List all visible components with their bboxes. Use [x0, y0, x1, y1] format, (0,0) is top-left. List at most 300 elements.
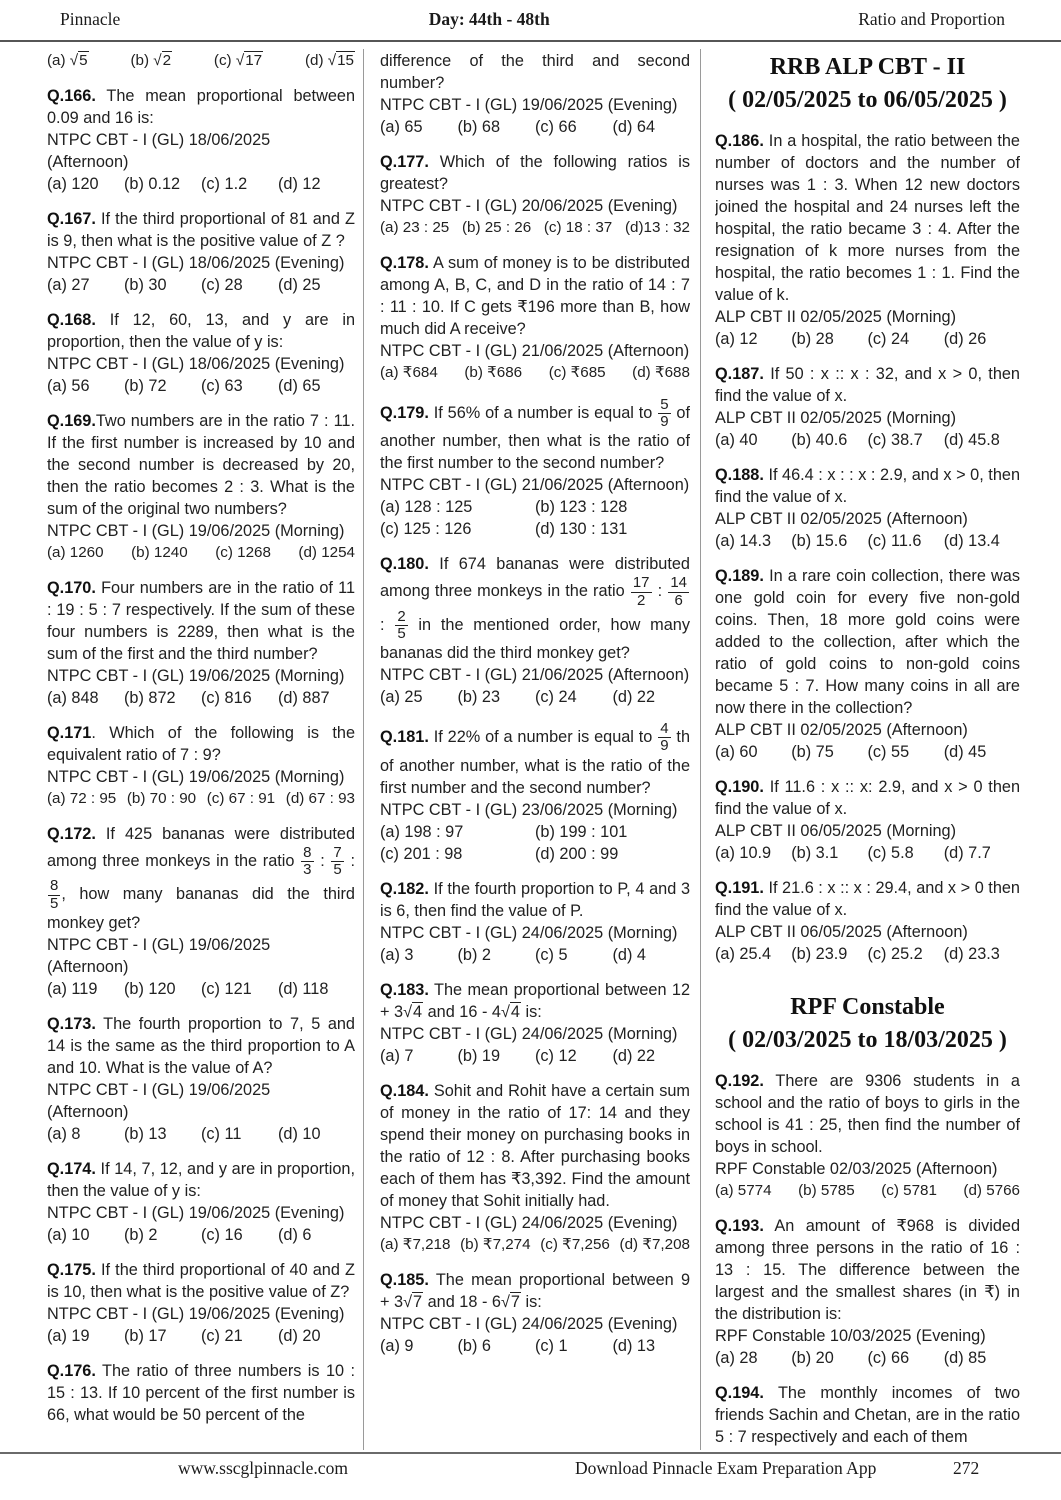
sqrt-expression: √4	[403, 1002, 423, 1021]
option: (a) 1260	[47, 544, 104, 561]
fraction: $\frac{17}{2}$	[632, 574, 650, 609]
question-block	[380, 878, 690, 966]
options-row	[47, 687, 355, 709]
question-number: Q.175.	[47, 1260, 96, 1279]
option: (a) 56	[47, 377, 90, 395]
question-text: Q.191. If 21.6 : x :: x : 29.4, and x > 0 then find the value of x.	[715, 879, 1020, 919]
question-source: NTPC CBT - I (GL) 21/06/2025 (Afternoon)	[380, 342, 690, 360]
option: (a) 10	[47, 1225, 90, 1244]
options-row	[380, 362, 690, 384]
question-block	[47, 823, 355, 1000]
option: (a) 198 : 97	[380, 822, 464, 841]
section-heading	[715, 51, 1020, 117]
option: (b) ₹686	[464, 364, 523, 381]
question-block	[380, 721, 690, 864]
footer-rule	[0, 1452, 1061, 1454]
option: (a) 7	[380, 1046, 414, 1065]
question-block	[380, 1080, 690, 1256]
question-text: Q.169.Two numbers are in the ratio 7 : 11. If the first number is increased by 10 and the second number is decreased by 20, then the ratio becomes 2 : 3. What is the sum of the original two numbers?	[47, 412, 355, 518]
option: (c) 24	[867, 330, 910, 348]
option: (d) 25	[278, 276, 321, 294]
option: (a) 12	[715, 330, 758, 348]
question-text: Q.181. If 22% of a number is equal to $\frac{4}{9}$ th of another number, what is the ratio of the first number and the second number?	[380, 720, 690, 797]
options-row	[47, 274, 355, 296]
question-block	[715, 130, 1020, 350]
option: (c) 1268	[215, 544, 271, 561]
question-text: Q.179. If 56% of a number is equal to $\frac{5}{9}$ of another number, then what is the ratio of the first number to the second number?	[380, 396, 690, 473]
question-text: Q.176. The ratio of three numbers is 10 : 15 : 13. If 10 percent of the first number is 66, what would be 50 percent of the	[47, 1361, 355, 1424]
option: (b) 70 : 90	[126, 790, 197, 807]
option: (c) √17	[213, 52, 263, 69]
question-source: NTPC CBT - I (GL) 19/06/2025 (Evening)	[47, 1203, 345, 1222]
fraction: $\frac{5}{9}$	[660, 396, 669, 431]
option: (c) 11.6	[867, 532, 922, 550]
question-text: Q.168. If 12, 60, 13, and y are in proportion, then the value of y is:	[47, 311, 355, 351]
option: (c) 25.2	[867, 945, 923, 963]
option: (a) 28	[715, 1349, 758, 1367]
page-header	[0, 9, 1061, 30]
options-row	[715, 1347, 1020, 1369]
option: (c) 18 : 37	[543, 219, 613, 236]
options-row	[47, 788, 355, 810]
question-number: Q.190.	[715, 778, 764, 796]
question-source: ALP CBT II 02/05/2025 (Afternoon)	[715, 721, 968, 739]
question-block	[47, 85, 355, 195]
question-block	[715, 776, 1020, 864]
question-block	[715, 464, 1020, 552]
option: (d) 26	[943, 330, 987, 348]
option: (a) 3	[380, 945, 414, 964]
question-source: NTPC CBT - I (GL) 21/06/2025 (Afternoon)	[380, 666, 690, 685]
option: (b) 68	[457, 118, 501, 136]
question-block	[380, 979, 690, 1067]
fraction: $\frac{7}{5}$	[333, 844, 342, 879]
question-number: Q.194.	[715, 1384, 764, 1402]
question-source: RPF Constable 10/03/2025 (Evening)	[715, 1327, 986, 1345]
option: (a) 8	[47, 1124, 81, 1143]
question-number: Q.178.	[380, 254, 429, 272]
option: (c) 201 : 98	[380, 844, 463, 863]
question-source: NTPC CBT - I (GL) 24/06/2025 (Evening)	[380, 1213, 678, 1232]
option: (a) 40	[715, 431, 758, 449]
option: (b) 15.6	[791, 532, 848, 550]
question-number: Q.193.	[715, 1217, 764, 1235]
option: (d) 20	[278, 1326, 321, 1345]
question-number: Q.171	[47, 724, 92, 742]
option: (c) 125 : 126	[380, 520, 472, 539]
option: (c) 121	[201, 979, 252, 998]
question-number: Q.191.	[715, 879, 764, 897]
option: (d) 45.8	[943, 431, 1000, 449]
option: (c) 16	[201, 1225, 243, 1244]
option: (a) ₹7,218	[380, 1235, 451, 1253]
question-block	[47, 1360, 355, 1426]
question-text: Q.167. If the third proportional of 81 and Z is 9, then what is the positive value of Z ?	[47, 210, 355, 250]
options-row	[380, 1335, 690, 1357]
question-block	[715, 1382, 1020, 1448]
column-1	[47, 49, 355, 1450]
option: (d) 4	[612, 945, 646, 964]
question-source: ALP CBT II 02/05/2025 (Morning)	[715, 409, 957, 427]
option: (b) 1240	[131, 544, 188, 561]
question-text: Q.187. If 50 : x :: x : 32, and x > 0, then find the value of x.	[715, 365, 1020, 405]
question-block	[380, 1269, 690, 1357]
options-row	[715, 741, 1020, 763]
option: (c) 67 : 91	[206, 790, 276, 807]
option: (d) 23.3	[943, 945, 1000, 963]
question-number: Q.168.	[47, 311, 96, 329]
header-day-range: Day: 44th - 48th	[428, 9, 550, 29]
question-block	[715, 1070, 1020, 1202]
option: (a) 25.4	[715, 945, 772, 963]
option: (c) 5.8	[867, 844, 914, 862]
options-row	[715, 429, 1020, 451]
question-number: Q.176.	[47, 1361, 96, 1380]
question-text: Q.189. In a rare coin collection, there was one gold coin for every five non-gold coins. Then, 18 more gold coins were added to the collection, after which the ratio of gold coins to non-gold coins became 5 : 7. How many coins in all are now there in the collection?	[715, 567, 1020, 717]
option: (c) 1	[535, 1336, 568, 1355]
question-number: Q.169.	[47, 412, 96, 430]
content-columns	[47, 49, 1021, 1450]
question-source: NTPC CBT - I (GL) 18/06/2025 (Afternoon)	[47, 131, 271, 171]
option: (b) 5785	[798, 1182, 855, 1199]
option: (c) 5781	[881, 1182, 937, 1199]
sqrt-expression: √7	[403, 1292, 423, 1311]
question-source: NTPC CBT - I (GL) 19/06/2025 (Morning)	[47, 667, 345, 685]
option: (d) 65	[278, 377, 321, 395]
options-row	[47, 50, 355, 72]
question-source: RPF Constable 02/03/2025 (Afternoon)	[715, 1160, 998, 1178]
column-divider-1	[363, 49, 364, 1450]
question-number: Q.173.	[47, 1014, 96, 1033]
question-block	[47, 309, 355, 397]
option: (c) 66	[867, 1349, 910, 1367]
options-row	[47, 1123, 355, 1145]
option: (b) 23	[457, 688, 501, 707]
fraction: $\frac{8}{5}$	[50, 877, 59, 912]
question-block	[715, 1215, 1020, 1369]
option: (d) 7.7	[943, 844, 991, 862]
question-text: Q.178. A sum of money is to be distributed among A, B, C, and D in the ratio of 14 : 7 : 11 : 10. If C gets ₹196 more than B, how much did A receive?	[380, 254, 690, 338]
question-block	[47, 50, 355, 72]
question-source: NTPC CBT - I (GL) 18/06/2025 (Evening)	[47, 254, 345, 272]
option: (a) 19	[47, 1326, 90, 1345]
option: (c) 55	[867, 743, 910, 761]
options-row	[380, 1234, 690, 1256]
options-row	[715, 530, 1020, 552]
fraction: $\frac{4}{9}$	[660, 720, 669, 755]
option: (a) 60	[715, 743, 758, 761]
sqrt-expression: √15	[327, 52, 354, 69]
question-source: NTPC CBT - I (GL) 19/06/2025 (Afternoon)	[47, 935, 271, 976]
question-number: Q.183.	[380, 980, 429, 999]
question-number: Q.167.	[47, 210, 96, 228]
option: (b) 17	[124, 1326, 167, 1345]
options-row	[715, 842, 1020, 864]
option: (a) 5774	[715, 1182, 772, 1199]
question-text: Q.190. If 11.6 : x :: x: 2.9, and x > 0 then find the value of x.	[715, 778, 1020, 818]
options-row	[47, 1325, 355, 1347]
question-source: ALP CBT II 02/05/2025 (Afternoon)	[715, 510, 968, 528]
options-row	[380, 1045, 690, 1067]
option: (a) 23 : 25	[380, 219, 450, 236]
footer-page-number: 272	[953, 1458, 980, 1478]
option: (c) 21	[201, 1326, 243, 1345]
option: (a) 848	[47, 689, 99, 707]
section-heading-line: ( 02/03/2025 to 18/03/2025 )	[728, 1027, 1007, 1053]
footer-app-text: Download Pinnacle Exam Preparation App	[575, 1458, 877, 1478]
question-number: Q.184.	[380, 1081, 429, 1100]
question-source: NTPC CBT - I (GL) 24/06/2025 (Morning)	[380, 923, 678, 942]
question-source: NTPC CBT - I (GL) 19/06/2025 (Evening)	[380, 96, 678, 114]
fraction: $\frac{8}{3}$	[303, 844, 312, 879]
options-row	[47, 542, 355, 564]
options-row	[380, 821, 690, 865]
options-row	[380, 944, 690, 966]
options-row	[715, 943, 1020, 965]
question-source: ALP CBT II 06/05/2025 (Morning)	[715, 822, 957, 840]
options-row	[380, 686, 690, 708]
question-source: NTPC CBT - I (GL) 20/06/2025 (Evening)	[380, 197, 678, 215]
question-block	[380, 50, 690, 138]
question-text: Q.166. The mean proportional between 0.09 and 16 is:	[47, 87, 355, 127]
question-number: Q.179.	[380, 403, 429, 422]
option: (a) 9	[380, 1336, 414, 1355]
question-block	[715, 363, 1020, 451]
question-source: ALP CBT II 06/05/2025 (Afternoon)	[715, 923, 968, 941]
question-text: Q.175. If the third proportional of 40 and Z is 10, then what is the positive value of Z?	[47, 1260, 355, 1301]
section-heading	[715, 991, 1020, 1057]
section-heading-line: RPF Constable	[790, 994, 945, 1020]
question-text: Q.171. Which of the following is the equivalent ratio of 7 : 9?	[47, 724, 355, 764]
option: (d) √15	[304, 52, 354, 69]
question-block	[715, 565, 1020, 763]
option: (c) 24	[535, 688, 577, 707]
question-text: Q.188. If 46.4 : x : : x : 2.9, and x > 0, then find the value of x.	[715, 466, 1020, 506]
option: (d) 13.4	[943, 532, 1000, 550]
question-number: Q.172.	[47, 825, 96, 843]
option: (d) 13	[612, 1336, 656, 1355]
option: (c) 5	[535, 945, 568, 964]
options-row	[715, 328, 1020, 350]
question-number: Q.185.	[380, 1270, 429, 1289]
question-source: NTPC CBT - I (GL) 24/06/2025 (Morning)	[380, 1024, 678, 1043]
option: (c) ₹7,256	[540, 1235, 610, 1253]
question-text: Q.182. If the fourth proportion to P, 4 and 3 is 6, then find the value of P.	[380, 879, 690, 920]
question-text: Q.173. The fourth proportion to 7, 5 and 14 is the same as the third proportion to A and 10. What is the value of A?	[47, 1014, 355, 1077]
question-text: Q.192. There are 9306 students in a school and the ratio of boys to girls in the school is 41 : 25, then find the number of boys in school.	[715, 1072, 1020, 1156]
option: (c) 66	[535, 118, 577, 136]
option: (d) 64	[612, 118, 656, 136]
option: (b) 75	[791, 743, 834, 761]
question-source: NTPC CBT - I (GL) 18/06/2025 (Evening)	[47, 355, 345, 373]
question-source: ALP CBT II 02/05/2025 (Morning)	[715, 308, 957, 326]
question-block	[380, 151, 690, 239]
question-number: Q.187.	[715, 365, 764, 383]
column-divider-2	[700, 49, 701, 1450]
option: (a) 14.3	[715, 532, 772, 550]
option: (d) 5766	[963, 1182, 1020, 1199]
question-source: NTPC CBT - I (GL) 21/06/2025 (Afternoon)	[380, 476, 690, 495]
column-3	[715, 49, 1020, 1450]
question-source: NTPC CBT - I (GL) 24/06/2025 (Evening)	[380, 1314, 678, 1333]
option: (a) 128 : 125	[380, 498, 473, 517]
option: (b) 123 : 128	[535, 498, 628, 517]
question-block	[380, 397, 690, 540]
option: (b) 72	[124, 377, 167, 395]
question-text: Q.184. Sohit and Rohit have a certain sum of money in the ratio of 17: 14 and they spend their money on purchasing books in the ratio of 12 : 8. After purchasing books each of them has ₹3,392. Find the amount of money that Sohit initially had.	[380, 1081, 690, 1210]
question-block	[47, 577, 355, 709]
option: (a) 27	[47, 276, 90, 294]
question-text: Q.177. Which of the following ratios is greatest?	[380, 153, 690, 193]
question-block	[47, 410, 355, 564]
option: (b) 23.9	[791, 945, 848, 963]
column-2	[380, 49, 690, 1450]
option: (c) 28	[201, 276, 243, 294]
question-text: Q.174. If 14, 7, 12, and y are in proportion, then the value of y is:	[47, 1159, 355, 1200]
option: (c) 63	[201, 377, 243, 395]
header-chapter-title: Ratio and Proportion	[858, 9, 1005, 29]
question-block	[47, 1259, 355, 1347]
option: (a) ₹684	[380, 364, 438, 381]
option: (b) 6	[457, 1336, 491, 1355]
option: (b) 2	[457, 945, 491, 964]
question-source: NTPC CBT - I (GL) 23/06/2025 (Morning)	[380, 800, 678, 819]
option: (d) 200 : 99	[535, 844, 619, 863]
option: (b) 0.12	[124, 175, 181, 193]
option: (a) 10.9	[715, 844, 772, 862]
header-rule	[0, 40, 1061, 42]
option: (d) ₹688	[632, 364, 690, 381]
question-source: NTPC CBT - I (GL) 19/06/2025 (Afternoon)	[47, 1080, 271, 1121]
options-row	[47, 375, 355, 397]
question-block	[380, 553, 690, 708]
option: (d) 22	[612, 688, 656, 707]
options-row	[380, 116, 690, 138]
question-block	[47, 1158, 355, 1246]
options-row	[715, 1180, 1020, 1202]
question-number: Q.177.	[380, 153, 429, 171]
fraction: $\frac{2}{5}$	[397, 607, 406, 642]
question-number: Q.182.	[380, 879, 429, 898]
option: (d) 887	[278, 689, 330, 707]
option: (d) 6	[278, 1225, 312, 1244]
question-text: Q.186. In a hospital, the ratio between the number of doctors and the number of nurses was 1 : 3. When 12 new doctors joined the hospital and 24 nurses left the hospital, the ratio became 3 : 4. After the resignation of k more nurses from the hospital, the ratio becomes 1 : 1. Find the value of k.	[715, 132, 1020, 304]
sqrt-expression: √5	[69, 52, 88, 69]
option: (a) √5	[47, 52, 88, 69]
question-text: Q.183. The mean proportional between 12 + 3√4 and 16 - 4√4 is:	[380, 980, 690, 1021]
header-brand: Pinnacle	[60, 9, 121, 29]
option: (d) 22	[612, 1046, 656, 1065]
sqrt-expression: √17	[235, 52, 263, 69]
options-row	[47, 1224, 355, 1246]
option: (d) 67 : 93	[285, 790, 355, 807]
option: (d) ₹7,208	[619, 1235, 690, 1253]
question-number: Q.181.	[380, 728, 429, 747]
option: (b) √2	[130, 52, 172, 69]
sqrt-expression: √2	[153, 52, 172, 69]
option: (a) 119	[47, 979, 98, 998]
options-row	[380, 496, 690, 540]
sqrt-expression: √4	[500, 1002, 520, 1021]
option: (c) 816	[201, 689, 252, 707]
question-block	[47, 1013, 355, 1145]
question-text: Q.185. The mean proportional between 9 + 3√7 and 18 - 6√7 is:	[380, 1270, 690, 1311]
fraction: $\frac{14}{6}$	[670, 574, 687, 609]
question-source: NTPC CBT - I (GL) 19/06/2025 (Morning)	[47, 522, 345, 540]
option: (c) ₹685	[548, 364, 606, 381]
option: (b) 25 : 26	[461, 219, 532, 236]
option: (d) 1254	[298, 544, 355, 561]
option: (d) 45	[943, 743, 987, 761]
question-text: Q.194. The monthly incomes of two friends Sachin and Chetan, are in the ratio 5 : 7 respectively and each of them	[715, 1384, 1020, 1446]
question-number: Q.192.	[715, 1072, 764, 1090]
option: (d) 12	[278, 175, 321, 193]
option: (b) 30	[124, 276, 167, 294]
question-text: Q.180. If 674 bananas were distributed among three monkeys in the ratio $\frac{17}{2}$ : $\frac{14}{6}$ : $\frac{2}{5}$ in the mentioned order, how many bananas did the third monkey get?	[380, 555, 690, 663]
question-source: NTPC CBT - I (GL) 19/06/2025 (Evening)	[47, 1304, 345, 1323]
question-number: Q.189.	[715, 567, 764, 585]
option: (a) 65	[380, 118, 423, 136]
question-number: Q.186.	[715, 132, 764, 150]
question-number: Q.166.	[47, 87, 96, 105]
footer-website: www.sscglpinnacle.com	[178, 1458, 348, 1478]
option: (c) 12	[535, 1046, 577, 1065]
options-row	[380, 217, 690, 239]
option: (c) 11	[201, 1124, 242, 1143]
option: (d) 118	[278, 979, 329, 998]
option: (b) 28	[791, 330, 834, 348]
sqrt-expression: √7	[500, 1292, 520, 1311]
question-source: NTPC CBT - I (GL) 19/06/2025 (Morning)	[47, 768, 345, 786]
option: (a) 25	[380, 688, 423, 707]
option: (b) 3.1	[791, 844, 839, 862]
option: (a) 72 : 95	[47, 790, 117, 807]
option: (d) 10	[278, 1124, 321, 1143]
options-row	[47, 173, 355, 195]
question-block	[380, 252, 690, 384]
option: (b) 872	[124, 689, 176, 707]
option: (b) 20	[791, 1349, 834, 1367]
section-heading-line: ( 02/05/2025 to 06/05/2025 )	[728, 87, 1007, 113]
option: (b) 199 : 101	[535, 822, 628, 841]
section-heading-line: RRB ALP CBT - II	[769, 54, 966, 80]
question-text: Q.193. An amount of ₹968 is divided among three persons in the ratio of 16 : 13 : 15. The difference between the largest and the smallest shares (in ₹) in the distribution is:	[715, 1217, 1020, 1323]
option: (b) 120	[124, 979, 176, 998]
option: (b) 40.6	[791, 431, 848, 449]
question-block	[715, 877, 1020, 965]
question-text: Q.170. Four numbers are in the ratio of 11 : 19 : 5 : 7 respectively. If the sum of these four numbers is 2289, then what is the sum of the first and the third number?	[47, 579, 355, 663]
option: (b) 19	[457, 1046, 501, 1065]
option: (d)13 : 32	[624, 219, 690, 236]
question-block	[47, 722, 355, 810]
option: (b) 13	[124, 1124, 167, 1143]
option: (c) 1.2	[201, 175, 248, 193]
question-number: Q.170.	[47, 579, 96, 597]
option: (b) 2	[124, 1225, 158, 1244]
option: (a) 120	[47, 175, 99, 193]
option: (b) ₹7,274	[460, 1235, 531, 1253]
options-row	[47, 978, 355, 1000]
option: (d) 130 : 131	[535, 520, 628, 539]
question-number: Q.188.	[715, 466, 764, 484]
option: (c) 38.7	[867, 431, 923, 449]
question-number: Q.174.	[47, 1159, 96, 1178]
option: (d) 85	[943, 1349, 987, 1367]
question-text: difference of the third and second number?	[380, 52, 690, 92]
question-number: Q.180.	[380, 555, 429, 574]
question-block	[47, 208, 355, 296]
question-text: Q.172. If 425 bananas were distributed among three monkeys in the ratio $\frac{8}{3}$ : $\frac{7}{5}$ : $\frac{8}{5}$ , how many bananas did the third monkey get?	[47, 825, 355, 932]
